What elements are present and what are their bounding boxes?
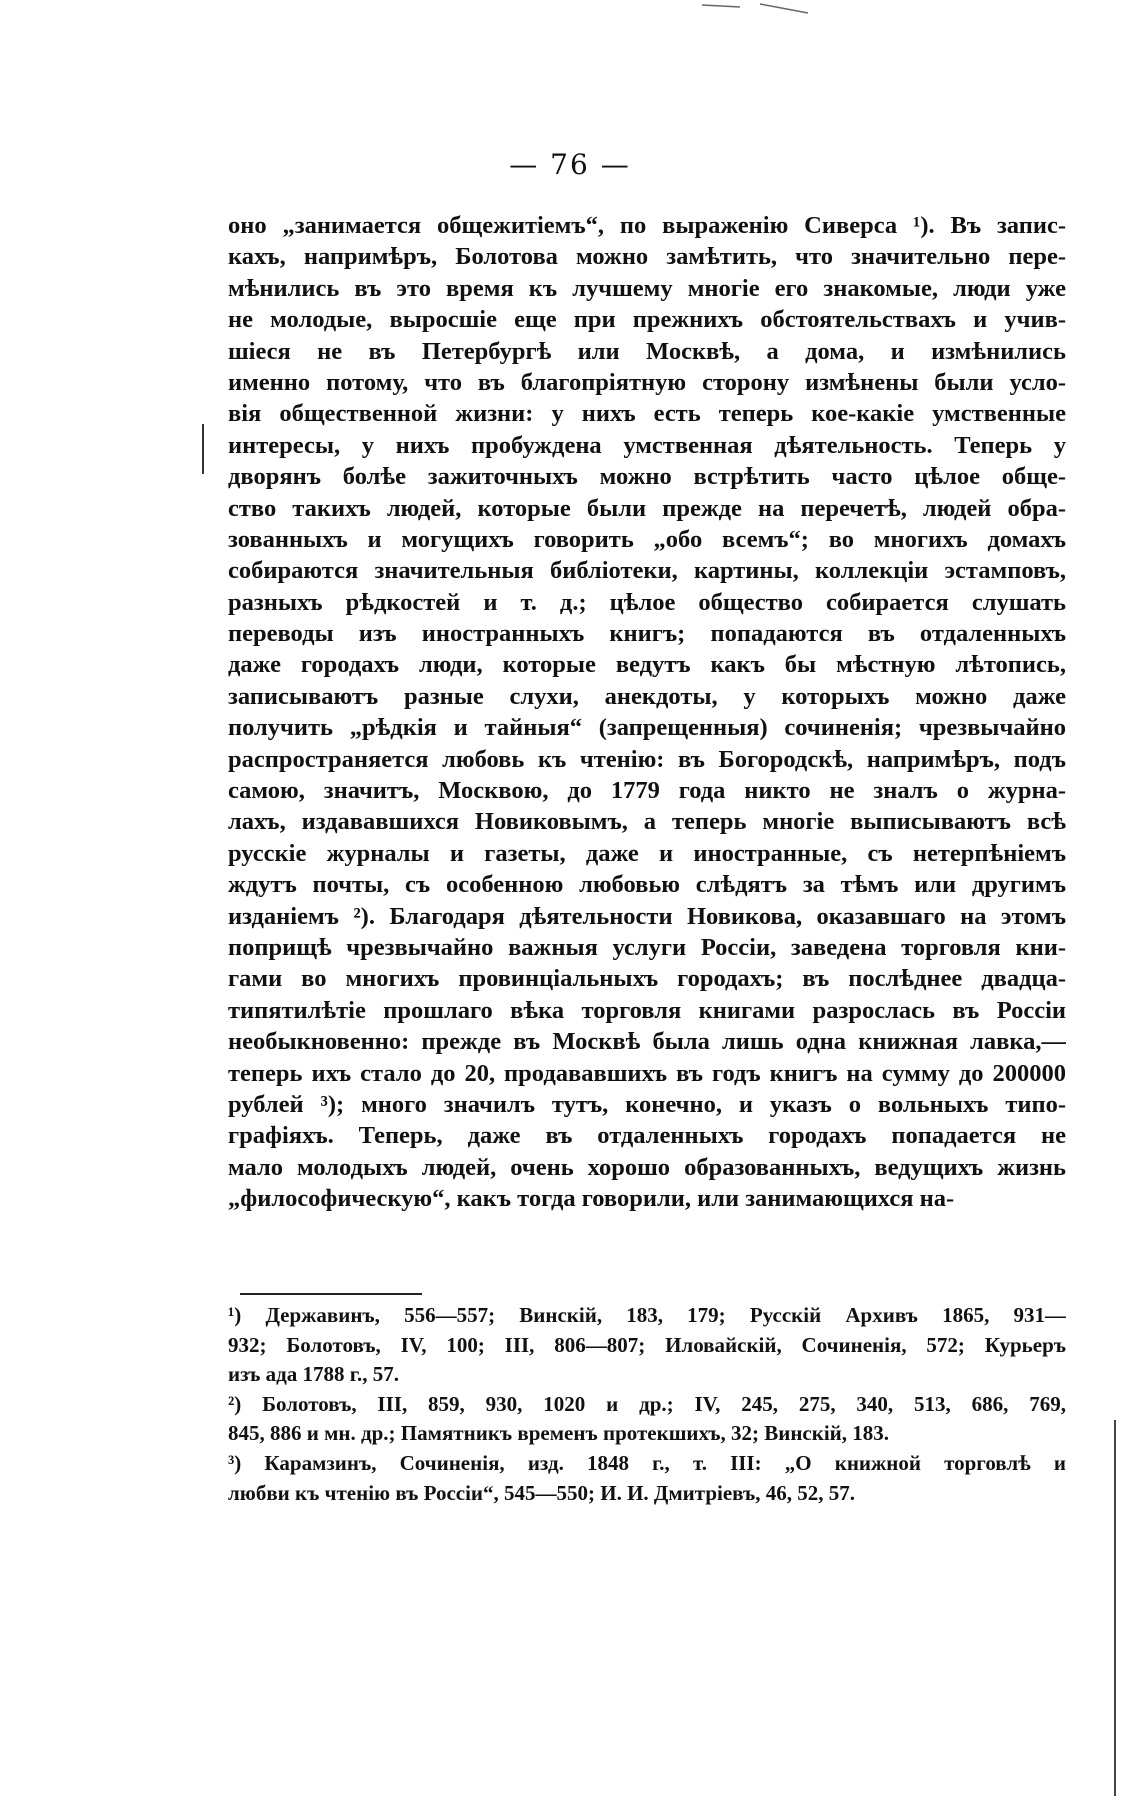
text-line: типятилѣтіе прошлаго вѣка торговля книгами разрослась въ Россіи: [228, 996, 1066, 1024]
page-edge-line: [1114, 1420, 1116, 1796]
text-line: вія общественной жизни: у нихъ есть теперь кое-какіе умственные: [228, 400, 1066, 428]
text-line: интересы, у нихъ пробуждена умственная дѣятельность. Теперь у: [228, 431, 1066, 459]
text-line: графіяхъ. Теперь, даже въ отдаленныхъ городахъ попадается не: [228, 1122, 1066, 1150]
text-line: получить „рѣдкія и тайныя“ (запрещенныя) сочиненія; чрезвычайно: [228, 714, 1066, 742]
text-line: самою, значитъ, Москвою, до 1779 года никто не зналъ о журна-: [228, 777, 1066, 805]
text-line: ждутъ почты, съ особенною любовью слѣдятъ за тѣмъ или другимъ: [228, 871, 1066, 899]
top-scan-artifact: [700, 0, 810, 14]
text-line: дворянъ болѣе зажиточныхъ можно встрѣтить часто цѣлое обще-: [228, 463, 1066, 491]
footnote-line: 845, 886 и мн. др.; Памятникъ временъ протекшихъ, 32; Винскій, 183.: [228, 1421, 890, 1446]
text-line: мало молодыхъ людей, очень хорошо образованныхъ, ведущихъ жизнь: [228, 1153, 1066, 1181]
text-line: распространяется любовь къ чтенію: въ Богородскѣ, напримѣръ, подъ: [228, 745, 1066, 773]
footnotes: [228, 1301, 1066, 1508]
text-line: теперь ихъ стало до 20, продававшихъ въ годъ книгъ на сумму до 200000: [228, 1059, 1066, 1087]
text-line: не молодые, выросшіе еще при прежнихъ обстоятельствахъ и учив-: [228, 306, 1066, 334]
text-line: именно потому, что въ благопріятную сторону измѣнены были усло-: [228, 368, 1066, 396]
page-number: — 76 —: [509, 148, 631, 181]
footnote-line: ¹) Державинъ, 556—557; Винскій, 183, 179; Русскій Архивъ 1865, 931—: [228, 1303, 1066, 1327]
text-line: поприщѣ чрезвычайно важныя услуги Россіи, заведена торговля кни-: [228, 933, 1066, 961]
text-line: лахъ, издававшихся Новиковымъ, а теперь многіе выписываютъ всѣ: [228, 808, 1066, 836]
text-line: зованныхъ и могущихъ говорить „обо всемъ“; во многихъ домахъ: [228, 525, 1066, 553]
text-line: шіеся не въ Петербургѣ или Москвѣ, а дома, и измѣнились: [228, 337, 1066, 365]
text-line: кахъ, напримѣръ, Болотова можно замѣтить, что значительно пере-: [228, 243, 1066, 271]
text-line: даже городахъ люди, которые ведутъ какъ бы мѣстную лѣтопись,: [228, 651, 1066, 679]
footnote-line: 932; Болотовъ, IV, 100; III, 806—807; Иловайскій, Сочиненія, 572; Курьеръ: [228, 1332, 1066, 1357]
text-line: русскіе журналы и газеты, даже и иностранные, съ нетерпѣніемъ: [228, 839, 1066, 867]
footnote-line: изъ ада 1788 г., 57.: [228, 1362, 399, 1387]
text-line: разныхъ рѣдкостей и т. д.; цѣлое общество собирается слушать: [228, 588, 1066, 616]
text-line: изданіемъ ²). Благодаря дѣятельности Новикова, оказавшаго на этомъ: [228, 902, 1066, 930]
text-line: „философическую“, какъ тогда говорили, или занимающихся на-: [228, 1185, 955, 1213]
text-line: записываютъ разные слухи, анекдоты, у которыхъ можно даже: [228, 682, 1066, 710]
text-line: необыкновенно: прежде въ Москвѣ была лишь одна книжная лавка,—: [228, 1028, 1066, 1056]
footnote-line: ²) Болотовъ, III, 859, 930, 1020 и др.; IV, 245, 275, 340, 513, 686, 769,: [228, 1391, 1066, 1416]
footnote-separator: [240, 1293, 422, 1295]
text-line: рублей ³); много значилъ тутъ, конечно, и указъ о вольныхъ типо-: [228, 1090, 1066, 1118]
text-line: гами во многихъ провинціальныхъ городахъ; въ послѣднее двадца-: [228, 965, 1066, 993]
footnote-line: любви къ чтенію въ Россіи“, 545—550; И. И. Дмитріевъ, 46, 52, 57.: [228, 1480, 855, 1505]
footnote-line: ³) Карамзинъ, Сочиненія, изд. 1848 г., т. III: „О книжной торговлѣ и: [228, 1450, 1066, 1475]
margin-pencil-mark: [202, 424, 204, 474]
text-line: переводы изъ иностранныхъ книгъ; попадаются въ отдаленныхъ: [228, 620, 1066, 648]
text-line: ство такихъ людей, которые были прежде на перечетѣ, людей обра-: [228, 494, 1066, 522]
text-line: собираются значительныя библіотеки, картины, коллекціи эстамповъ,: [228, 557, 1066, 585]
text-line: оно „занимается общежитіемъ“, по выраженію Сиверса ¹). Въ запис-: [228, 212, 1066, 239]
body-text: [228, 210, 1066, 1215]
text-line: мѣнились въ это время къ лучшему многіе его знакомые, люди уже: [228, 274, 1066, 302]
